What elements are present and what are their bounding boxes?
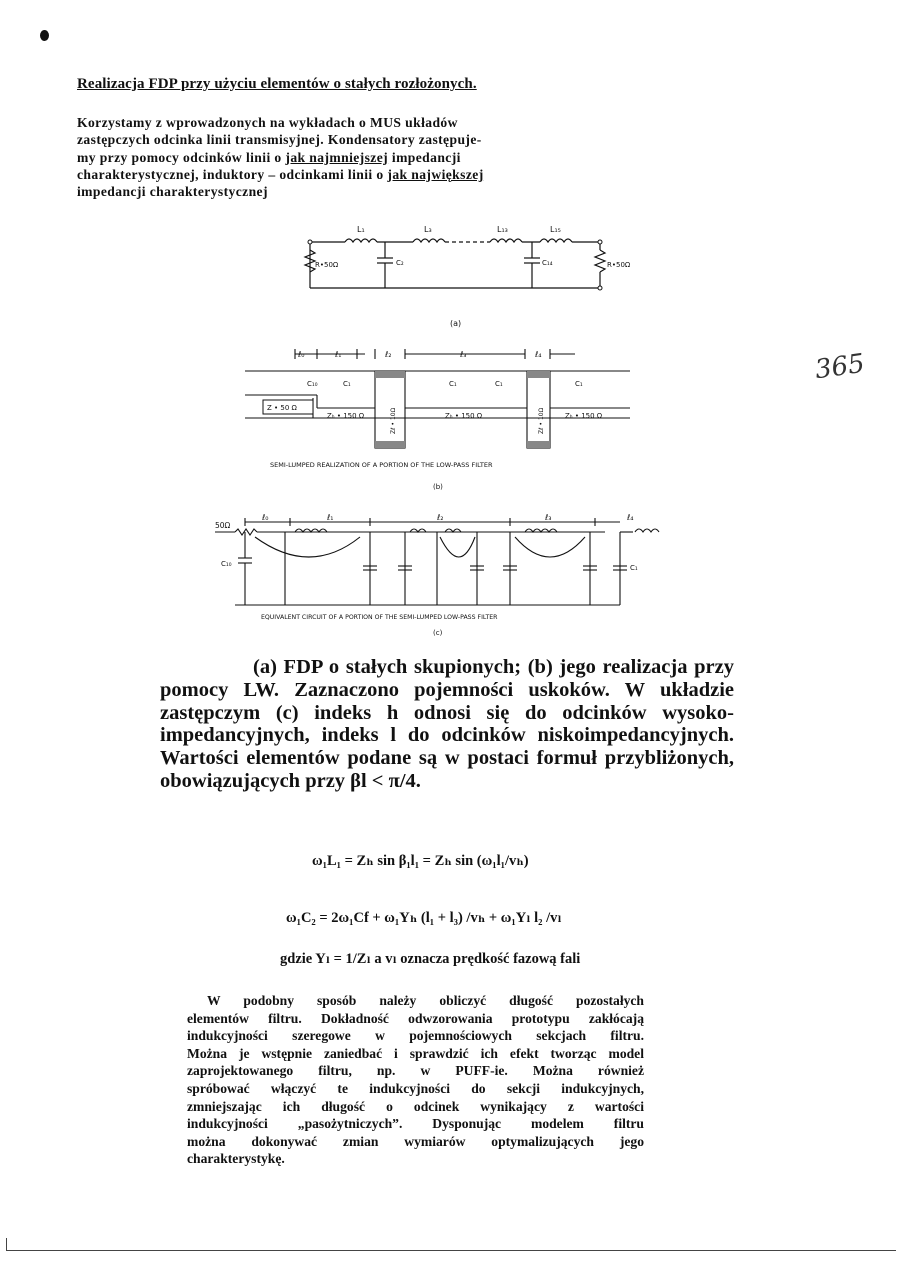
dim-l0: ℓ₀ [262,513,269,522]
zl-label-2: Zℓ • 10Ω [538,407,545,434]
intro-line [77,166,547,183]
page-number: 365 [813,348,867,386]
dim-l4: ℓ₄ [535,350,542,359]
paragraph-line: indukcyjności szeregowe w pojemnościowych sekcjach filtru. [187,1028,644,1044]
intro-line: impedancji charakterystycznej [77,184,268,200]
figure-b-semi-lumped [245,340,635,495]
formula-definition: gdzie Yₗ = 1/Zₗ a vₗ oznacza prędkość fazową fali [280,951,581,967]
paragraph-line: zmniejszając ich długość o odcinek wynikający z wartości [187,1098,644,1114]
paragraph-line: indukcyjności „pasożytniczych”. Dysponując modelem filtru [187,1116,644,1132]
resistor-left-label: R•50Ω [315,261,339,269]
formula-capacitance: ω₁C₂ = 2ω₁Cf + ω₁Yₕ (l₁ + l₃) /vₕ + ω₁Yₗ l₂ /vₗ [286,910,562,926]
paragraph-line: spróbować włączyć te indukcyjności do sekcji indukcyjnych, [187,1080,644,1096]
cap-label: C₁ [575,380,583,388]
dim-l4: ℓ₄ [627,513,634,522]
intro-line: Korzystamy z wprowadzonych na wykładach o MUS układów [77,115,458,130]
resistor-right-label: R•50Ω [607,261,631,269]
figure-caption [160,656,734,793]
caption-line: obowiązujących przy βl < π/4. [160,769,421,792]
paragraph-line: elementów filtru. Dokładność odwzorowania prototypu zakłócają [187,1010,644,1026]
dim-l2: ℓ₂ [385,350,392,359]
caption-line: zastępczym (c) indeks h odnosi się do odcinków wysoko- [160,701,734,724]
paragraph-line: zaprojektowanego filtru, np. w PUFF-ie. Można również [187,1063,644,1079]
caption-line: pomocy LW. Zaznaczono pojemności uskoków. W układzie [160,678,734,701]
dim-l0: ℓ₀ [298,350,305,359]
intro-line: zastępczych odcinka linii transmisyjnej. Kondensatory zastępuje- [77,132,482,148]
paragraph-line: W podobny sposób należy obliczyć długość pozostałych [207,993,644,1008]
label-l1: L₁ [357,225,365,234]
zh-label-2: Zₕ • 150 Ω [445,412,483,420]
caption-line: impedancyjnych, indeks l do odcinków niskoimpedancyjnych. [160,724,734,747]
paragraph-line: Można je wstępnie zaniedbać i sprawdzić ich efekt tworząc model [187,1045,644,1061]
cap-label: C₁₀ [307,380,318,388]
cap-label: C₁ [495,380,503,388]
paragraph-line: można dokonywać zmian wymiarów optymalizujących jego [187,1133,644,1149]
figure-c-title: EQUIVALENT CIRCUIT OF A PORTION OF THE SEMI-LUMPED LOW-PASS FILTER [261,614,498,621]
zh-label-3: Zₕ • 150 Ω [565,412,603,420]
formula-inductance: ω₁L₁ = Zₕ sin β₁l₁ = Zₕ sin (ω₁l₁/vₕ) [312,853,529,869]
intro-text: charakterystycznej, induktory – odcinkami linii o [77,166,388,182]
figure-a-caption: (a) [450,319,462,328]
cap-c1-label: C₁ [630,564,638,572]
label-l15: L₁₅ [550,225,561,234]
section-heading: Realizacja FDP przy użyciu elementów o stałych rozłożonych. [77,76,477,92]
paragraph-line: charakterystykę. [187,1151,285,1167]
zh-label-1: Zₕ • 150 Ω [327,412,365,420]
underlined-phrase: jak najmniejszej [285,149,389,165]
cap-label: C₁ [343,380,351,388]
scan-bottom-rule [6,1250,896,1251]
label-c2: C₂ [396,259,404,267]
label-l3: L₃ [424,225,432,234]
intro-text: impedancji [388,149,461,165]
dim-l1: ℓ₁ [335,350,342,359]
bullet-mark [40,30,49,41]
caption-line: (a) FDP o stałych skupionych; (b) jego realizacja przy [253,656,734,678]
figure-a-lumped-filter [300,220,640,335]
cap-c0-label: C₁₀ [221,560,232,568]
intro-line [77,149,547,166]
dim-l3: ℓ₃ [545,513,552,522]
figure-b-title: SEMI-LUMPED REALIZATION OF A PORTION OF THE LOW-PASS FILTER [270,461,493,469]
label-c14: C₁₄ [542,259,553,267]
dim-l1: ℓ₁ [327,513,334,522]
zl-label-1: Zℓ • 10Ω [390,407,397,434]
intro-paragraph [77,114,547,200]
source-impedance-label: Z • 50 Ω [267,404,297,412]
source-resistance-label: 50Ω [215,521,231,530]
closing-paragraph [187,992,644,1168]
underlined-phrase: jak największej [387,166,484,182]
dim-l3: ℓ₃ [460,350,467,359]
caption-line: Wartości elementów podane są w postaci formuł przybliżonych, [160,747,734,770]
dim-l2: ℓ₂ [437,513,444,522]
figure-c-caption: (c) [433,629,443,637]
figure-b-caption: (b) [433,483,443,491]
cap-label: C₁ [449,380,457,388]
figure-c-equivalent-circuit [215,508,690,643]
label-l13: L₁₃ [497,225,508,234]
intro-text: my przy pomocy odcinków linii o [77,149,286,165]
